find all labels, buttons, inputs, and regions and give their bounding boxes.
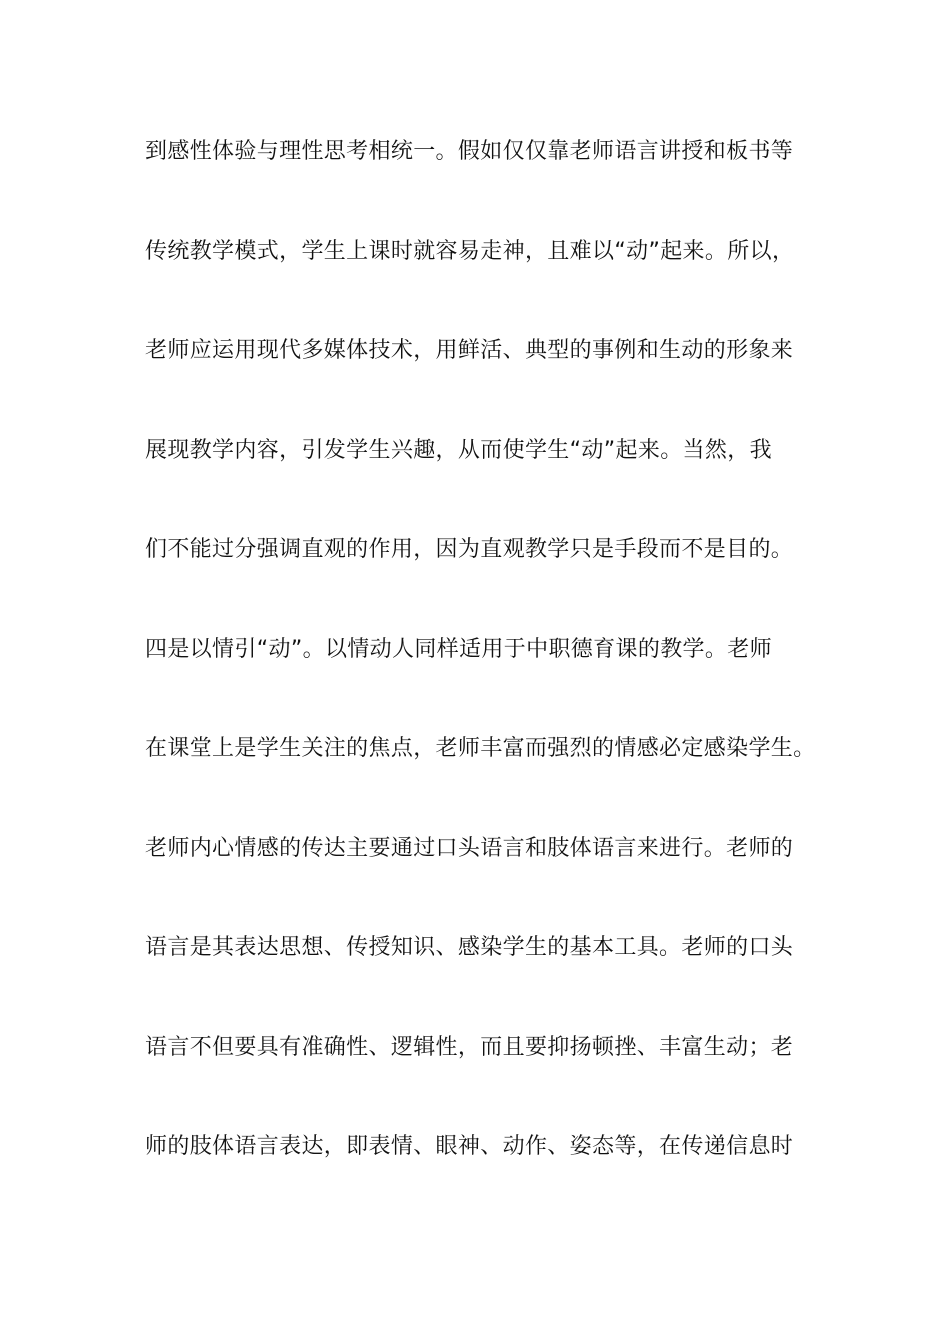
text-line: 语言是其表达思想、传授知识、感染学生的基本工具。老师的口头 bbox=[145, 935, 794, 960]
text-line: 四是以情引“动”。以情动人同样适用于中职德育课的教学。老师 bbox=[145, 636, 772, 662]
text-line: 师的肢体语言表达，即表情、眼神、动作、姿态等，在传递信息时 bbox=[145, 1134, 794, 1159]
body-text bbox=[145, 127, 835, 1222]
text-line: 语言不但要具有准确性、逻辑性，而且要抑扬顿挫、丰富生动；老 bbox=[145, 1034, 794, 1060]
text-line: 传统教学模式，学生上课时就容易走神，且难以“动”起来。所以， bbox=[145, 238, 795, 264]
text-line: 在课堂上是学生关注的焦点，老师丰富而强烈的情感必定感染学生。 bbox=[145, 736, 816, 761]
text-line: 展现教学内容，引发学生兴趣，从而使学生“动”起来。当然，我 bbox=[145, 437, 772, 463]
text-line: 们不能过分强调直观的作用，因为直观教学只是手段而不是目的。 bbox=[145, 537, 794, 562]
text-line: 老师应运用现代多媒体技术，用鲜活、典型的事例和生动的形象来 bbox=[145, 338, 794, 363]
text-line: 到感性体验与理性思考相统一。假如仅仅靠老师语言讲授和板书等 bbox=[145, 139, 794, 164]
text-line: 老师内心情感的传达主要通过口头语言和肢体语言来进行。老师的 bbox=[145, 835, 794, 861]
